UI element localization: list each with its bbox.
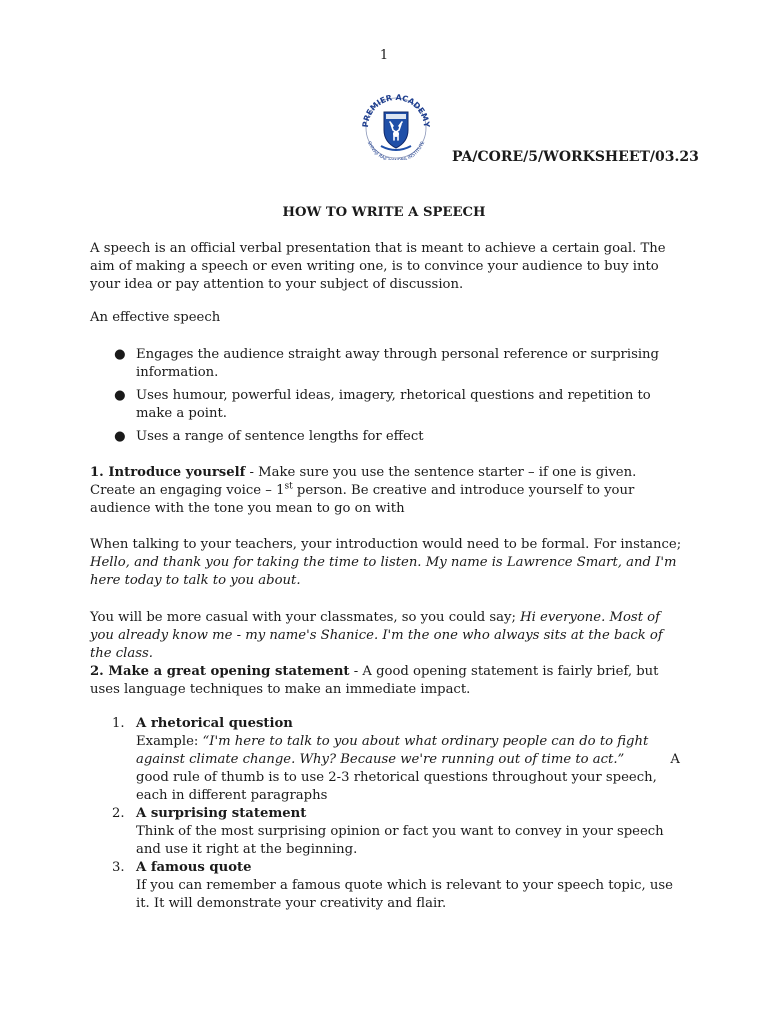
premier-academy-logo bbox=[357, 90, 435, 160]
formal-example: Hello, and thank you for taking the time to listen. My name is Lawrence Smart, and I'm here today to talk to you about. bbox=[90, 555, 677, 588]
list-item: 3. A famous quote If you can remember a famous quote which is relevant to your speech topic, use it. It will demonstrate your creativity and flair. bbox=[112, 860, 673, 911]
list-item: 1. A rhetorical question Example: “I'm here to talk to you about what ordinary people can do to fight against climate change. Why? Because we're running out of time to act.” A good rule of thumb is to use 2-3 rhetorical questions throughout your speech, each in different paragraphs bbox=[112, 716, 685, 803]
list-item: ● Engages the audience straight away through personal reference or surprising information. bbox=[114, 347, 659, 380]
formal-intro-paragraph: When talking to your teachers, your introduction would need to be formal. For instance; Hello, and thank you for taking the time to listen. My name is Lawrence Smart, and I'm here today to talk to you about. bbox=[90, 537, 682, 588]
effective-speech-heading: An effective speech bbox=[90, 310, 221, 325]
logo-text-top: PREMIER ACADEMY bbox=[360, 92, 432, 128]
list-item: ● Uses a range of sentence lengths for effect bbox=[114, 429, 424, 444]
item-title: A famous quote bbox=[136, 860, 252, 875]
item-title: A rhetorical question bbox=[136, 716, 293, 731]
page-title: HOW TO WRITE A SPEECH bbox=[282, 205, 486, 220]
effective-speech-list bbox=[90, 346, 682, 451]
bullet-icon: ● bbox=[114, 347, 126, 362]
list-item: ● Uses humour, powerful ideas, imagery, rhetorical questions and repetition to make a point. bbox=[114, 388, 651, 421]
item-title: A surprising statement bbox=[136, 806, 307, 821]
section1-paragraph: 1. Introduce yourself - Make sure you use the sentence starter – if one is given. Create an engaging voice – 1st person. Be creative and introduce yourself to your audience with the tone you mean to go on with bbox=[90, 465, 637, 516]
bullet-icon: ● bbox=[114, 388, 126, 403]
section1-heading: 1. Introduce yourself bbox=[90, 465, 246, 480]
bullet-icon: ● bbox=[114, 429, 126, 444]
intro-paragraph: A speech is an official verbal presentation that is meant to achieve a certain goal. The aim of making a speech or even writing one, is to convince your audience to buy into your idea or pay attention to your subject of discussion. bbox=[90, 241, 666, 292]
section2-paragraph: 2. Make a great opening statement - A good opening statement is fairly brief, but uses language techniques to make an immediate impact. bbox=[90, 664, 659, 697]
crest-icon bbox=[357, 90, 435, 160]
page-number: 1 bbox=[379, 48, 389, 63]
opening-techniques-list bbox=[90, 715, 685, 913]
casual-example: Hi everyone. Most of you already know me - my name's Shanice. I'm the one who always sits at the back of the class. bbox=[90, 610, 663, 661]
list-item: 2. A surprising statement Think of the most surprising opinion or fact you want to convey in your speech and use it right at the beginning. bbox=[112, 806, 664, 857]
casual-intro-paragraph: You will be more casual with your classmates, so you could say; Hi everyone. Most of you already know me - my name's Shanice. I'm the one who always sits at the back of the class. bbox=[90, 610, 663, 661]
logo-text-bottom: SHIVAJI RAJC A INSTITUTE bbox=[365, 140, 427, 160]
reference-code: PA/CORE/5/WORKSHEET/03.23 bbox=[452, 149, 699, 165]
section2-heading: 2. Make a great opening statement bbox=[90, 664, 350, 679]
